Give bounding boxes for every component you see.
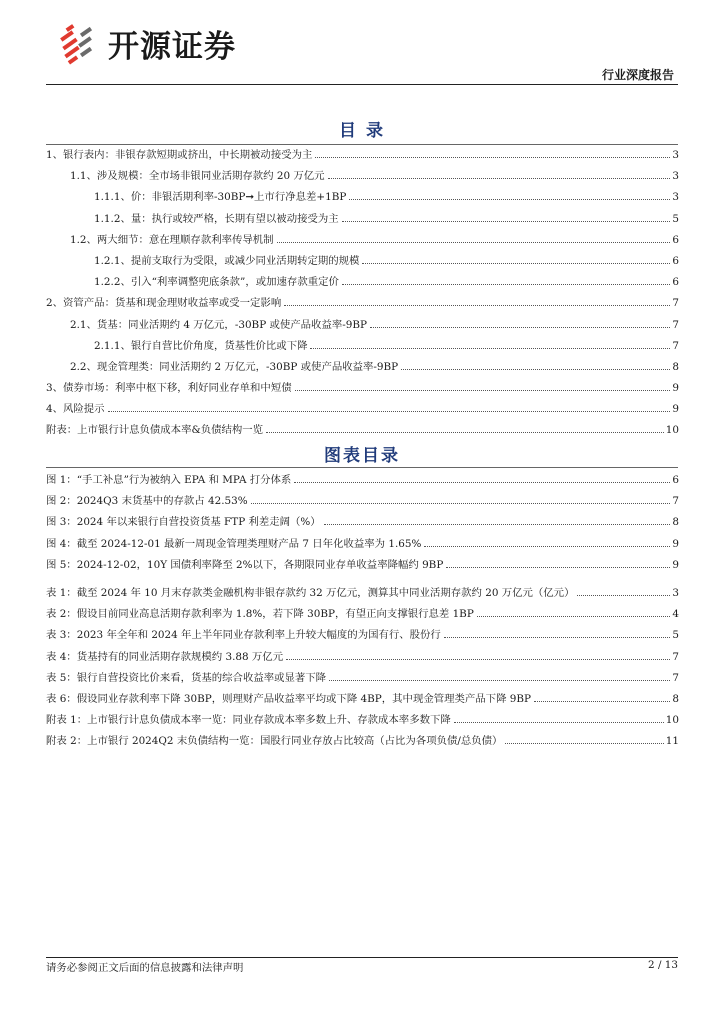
toc-entry-number: 2、 [46,297,64,310]
dot-leader [477,616,671,617]
toc-entry[interactable] [46,420,679,441]
table-entry-number: 附表 1： [46,714,88,727]
table-entry-text: 假设目前同业高息活期存款利率为 1.8%，若下降 30BP，有望正向支撑银行息差 1BP [76,608,474,621]
figure-entry[interactable] [46,470,679,491]
table-entry-page: 7 [672,650,679,663]
toc-entry-page: 7 [672,339,679,352]
table-entry[interactable] [46,647,679,668]
toc-entry[interactable] [46,209,679,230]
table-entry-text: 银行自营投资比价来看，货基的综合收益率或显著下降 [76,671,327,684]
table-entry-page: 4 [672,608,679,621]
footer-disclaimer: 请务必参阅正文后面的信息披露和法律声明 [46,962,244,974]
dot-leader [295,390,671,391]
table-entry-text: 截至 2024 年 10 月末存款类金融机构非银存款约 32 万亿元，测算其中同业活期存款约 20 万亿元（亿元） [76,587,575,599]
toc-list [46,145,679,442]
toc-entry-number: 1.2.2、 [94,276,131,289]
toc-title: 目 录 [339,121,385,141]
toc-entry[interactable] [46,378,679,399]
table-entry-text: 上市银行计息负债成本率一览：同业存款成本率多数上升、存款成本率多数下降 [87,714,451,727]
toc-entry-page: 7 [672,318,679,331]
figure-entry-text: 截至 2024-12-01 最新一周现金管理类理财产品 7 日年化收益率为 1.65% [76,537,422,550]
toc-entry-page: 3 [672,191,679,204]
figure-entry-number: 图 1： [46,474,77,486]
table-entry-number: 附表 2： [46,735,88,748]
dot-leader [505,743,663,744]
toc-entry-number: 4、 [46,403,64,416]
table-entry[interactable] [46,625,679,646]
toc-entry-page: 9 [672,403,679,416]
table-entry-text: 假设同业存款利率下降 30BP，则理财产品收益率平均或下降 4BP，其中现金管理类产品下降 9BP [76,692,531,705]
figure-entry[interactable] [46,555,679,576]
figure-entry[interactable] [46,491,679,512]
table-entry[interactable] [46,668,679,689]
toc-entry-number: 1.2.1、 [94,254,131,267]
toc-entry-number: 1.2、 [70,233,97,246]
figure-entry-page: 7 [672,495,679,508]
toc-entry-page: 10 [665,424,679,437]
table-entry-page: 5 [672,629,679,642]
table-entry-page: 11 [665,735,679,748]
kaiyuan-logo-icon [52,20,104,66]
toc-entry-text: 银行表内：非银存款短期或挤出，中长期被动接受为主 [63,149,313,161]
dot-leader [324,524,671,525]
toc-entry[interactable] [46,251,679,272]
toc-entry-page: 8 [672,360,679,373]
dot-leader [424,546,670,547]
toc-entry-number: 1、 [46,149,64,161]
table-entry[interactable] [46,731,679,752]
dot-leader [577,595,670,596]
toc-entry-text: 价：非银活期利率-30BP➞上市行净息差+1BP [130,191,347,204]
table-entry-number: 表 5： [46,671,77,684]
dot-leader [286,659,670,660]
figure-entry-number: 图 5： [46,558,77,571]
table-list [46,583,679,753]
table-entry-text: 货基持有的同业活期存款规模约 3.88 万亿元 [76,650,284,663]
dot-leader [362,263,670,264]
toc-entry[interactable] [46,293,679,314]
page-indicator: 2 / 13 [648,959,678,971]
figure-entry-page: 9 [672,537,679,550]
figure-entry-page: 9 [672,558,679,571]
toc-entry-page: 6 [672,276,679,289]
dot-leader [284,305,670,306]
toc-entry-text: 现金管理类：同业活期约 2 万亿元，-30BP 或使产品收益率-9BP [96,360,399,373]
toc-entry[interactable] [46,166,679,187]
toc-entry-number: 2.1.1、 [94,339,131,352]
table-entry-page: 10 [665,714,679,727]
dot-leader [251,503,671,504]
toc-entry-text: 提前支取行为受限，或减少同业活期转定期的规模 [130,254,360,267]
table-entry-text: 2023 年全年和 2024 年上半年同业存款利率上升较大幅度的为国有行、股份行 [76,629,441,642]
table-entry[interactable] [46,583,679,604]
figure-entry-text: “手工补息”行为被纳入 EPA 和 MPA 打分体系 [76,474,292,486]
dot-leader [401,369,670,370]
footer-divider [46,957,678,958]
toc-entry-text: 货基：同业活期约 4 万亿元，-30BP 或使产品收益率-9BP [96,318,367,331]
figure-entry-number: 图 4： [46,537,77,550]
table-entry-number: 表 2： [46,608,77,621]
company-logo [52,20,236,66]
toc-entry-text: 银行自营比价角度，货基性价比或下降 [130,339,308,352]
dot-leader [277,242,671,243]
figure-entry-page: 8 [672,516,679,529]
toc-entry-page: 9 [672,382,679,395]
toc-entry-text: 引入“利率调整兜底条款”，或加速存款重定价 [130,276,339,289]
toc-entry-text: 量：执行或较严格，长期有望以被动接受为主 [130,212,339,225]
toc-entry-text: 两大细节：意在理顺存款利率传导机制 [96,233,274,246]
toc-entry[interactable] [46,399,679,420]
figure-entry[interactable] [46,512,679,533]
figure-list [46,442,679,576]
toc-entry[interactable] [46,315,679,336]
dot-leader [444,637,671,638]
table-entry-page: 8 [672,692,679,705]
dot-leader [328,178,671,179]
dot-leader [108,411,671,412]
toc-entry-number: 附表： [46,424,78,437]
dot-leader [342,221,671,222]
toc-entry[interactable] [46,272,679,293]
table-entry[interactable] [46,710,679,731]
dot-leader [315,157,670,158]
dot-leader [446,567,670,568]
figure-entry-number: 图 3： [46,516,77,529]
toc-entry-page: 6 [672,254,679,267]
toc-entry-page: 5 [672,212,679,225]
toc-entry[interactable] [46,230,679,251]
table-entry-text: 上市银行 2024Q2 末负债结构一览：国股行同业存放占比较高（占比为各项负债/总负债） [87,735,503,748]
dot-leader [349,199,670,200]
figure-index-title: 图表目录 [324,446,400,466]
toc-entry[interactable] [46,187,679,208]
figure-entry-text: 2024 年以来银行自营投资货基 FTP 利差走阔（%） [76,516,321,529]
toc-entry[interactable] [46,336,679,357]
toc-entry-number: 2.1、 [70,318,97,331]
dot-leader [329,680,670,681]
toc-entry-text: 涉及规模：全市场非银同业活期存款约 20 万亿元 [96,170,325,183]
toc-entry-number: 2.2、 [70,360,97,373]
dot-leader [310,348,670,349]
table-entry-page: 7 [672,671,679,684]
figure-entry-text: 2024Q3 末货基中的存款占 42.53% [76,495,248,508]
toc-entry-number: 1.1.1、 [94,191,131,204]
table-entry-page: 3 [672,587,679,599]
table-entry-number: 表 1： [46,587,77,599]
dot-leader [266,432,664,433]
header-divider [46,84,678,85]
figure-entry-text: 2024-12-02，10Y 国债利率降至 2%以下，各期限同业存单收益率降幅约 9BP [76,558,444,571]
table-entry-number: 表 4： [46,650,77,663]
dot-leader [370,327,670,328]
toc-entry-page: 3 [672,149,679,161]
toc-entry-number: 1.1.2、 [94,212,131,225]
figure-entry-page: 6 [672,474,679,486]
dot-leader [342,284,670,285]
toc-entry[interactable] [46,145,679,166]
figure-entry[interactable] [46,534,679,555]
dot-leader [294,482,670,483]
table-entry-number: 表 3： [46,629,77,642]
toc-entry-number: 1.1、 [70,170,97,183]
toc-entry-text: 风险提示 [63,403,105,416]
table-entry[interactable] [46,604,679,625]
toc-entry-text: 债券市场：利率中枢下移，利好同业存单和中短债 [63,382,292,395]
brand-name: 开源证券 [108,28,236,65]
toc-entry-page: 7 [672,297,679,310]
toc-entry[interactable] [46,357,679,378]
table-entry-number: 表 6： [46,692,77,705]
toc-entry-text: 上市银行计息负债成本率&负债结构一览 [77,424,264,437]
report-type-label: 行业深度报告 [601,68,674,82]
toc-entry-number: 3、 [46,382,64,395]
toc-entry-page: 6 [672,233,679,246]
toc-entry-page: 3 [672,170,679,183]
dot-leader [454,722,664,723]
figure-entry-number: 图 2： [46,495,77,508]
dot-leader [534,701,670,702]
toc-entry-text: 资管产品：货基和现金理财收益率或受一定影响 [63,297,282,310]
table-entry[interactable] [46,689,679,710]
